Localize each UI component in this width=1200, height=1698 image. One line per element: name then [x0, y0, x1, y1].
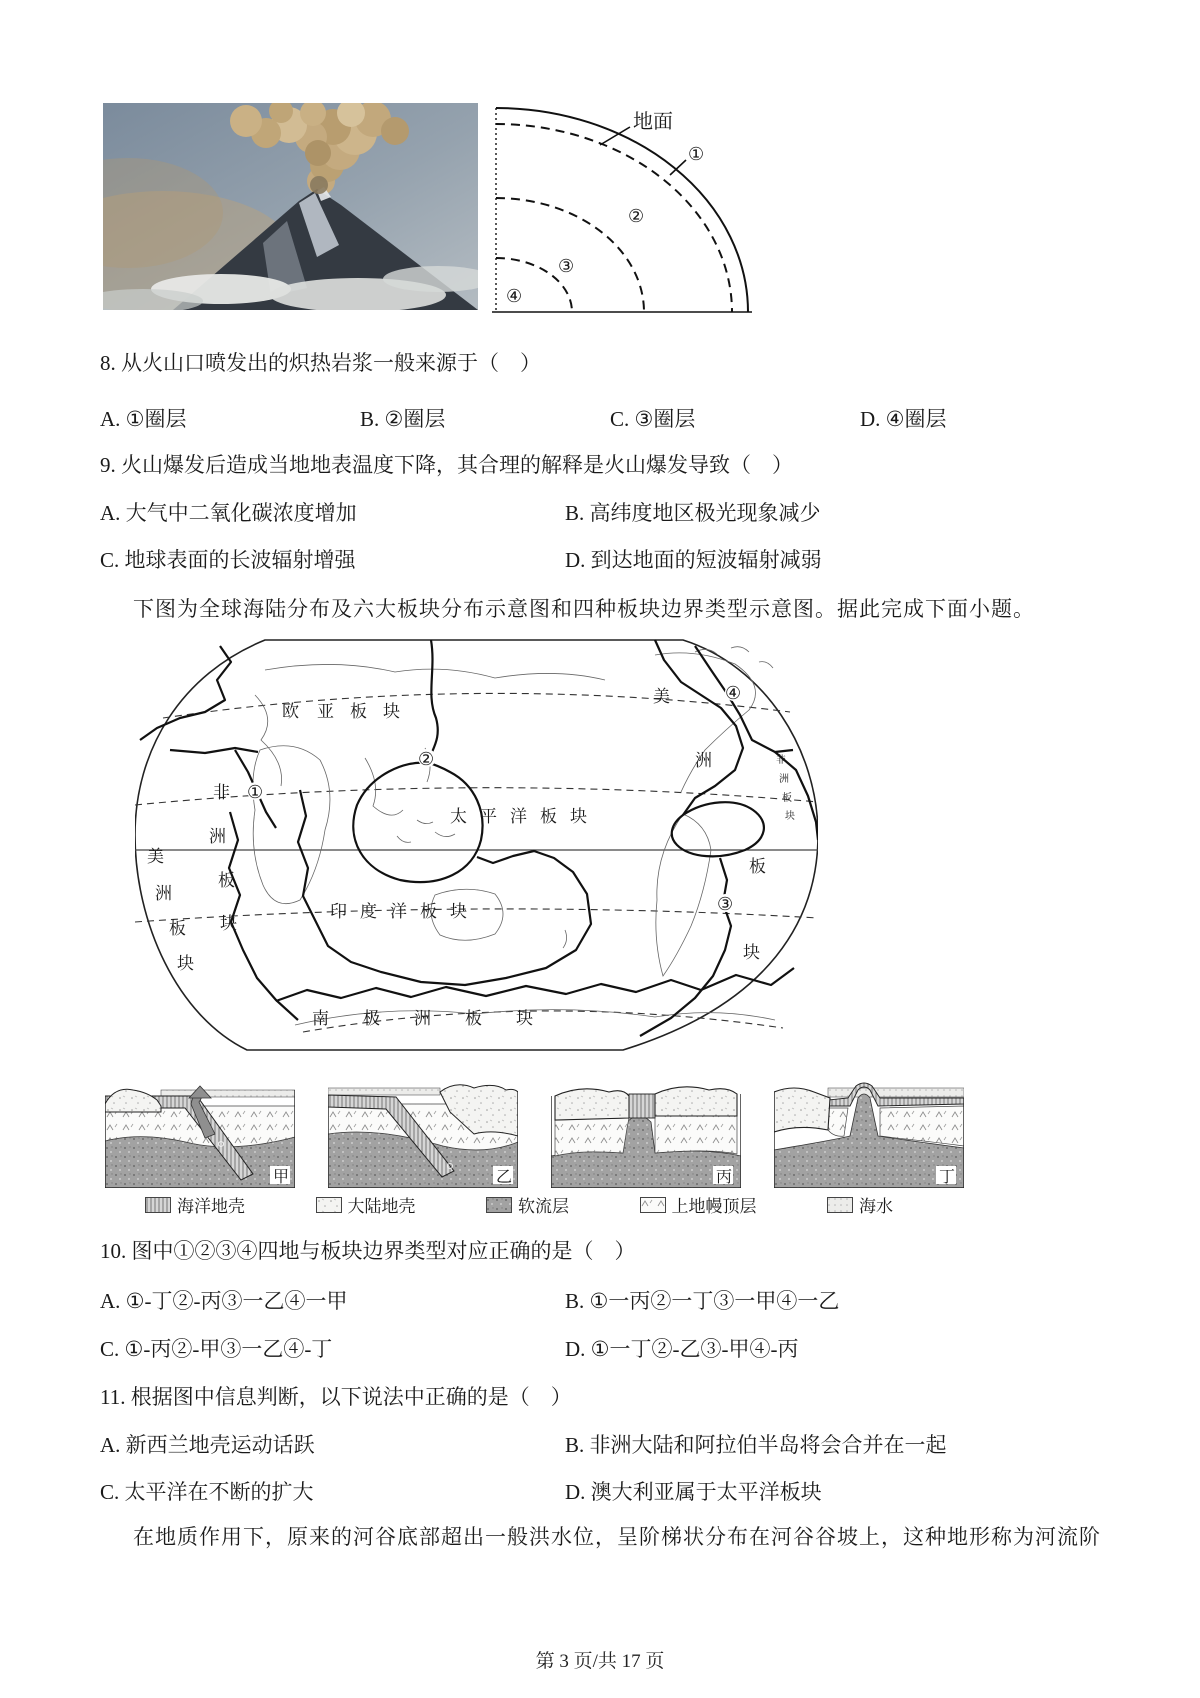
legend-swatch-asthenosphere: [486, 1197, 512, 1213]
map-marker-1: ①: [247, 782, 264, 802]
plate-label-african-small-1: 非: [776, 755, 786, 766]
legend-swatch-seawater: [827, 1197, 853, 1213]
layer-marker-2: ②: [628, 206, 645, 226]
plate-label-american-left-4: 块: [177, 954, 194, 973]
question-9-stem: 9. 火山爆发后造成当地地表温度下降，其合理的解释是火山爆发导致（ ）: [100, 453, 793, 477]
plate-label-pacific-2: 平: [480, 807, 497, 826]
plate-label-american-right-4: 块: [743, 943, 760, 962]
legend-item-oceanic-crust: [145, 1192, 245, 1217]
plate-label-eurasian-3: 板: [350, 702, 367, 721]
plate-label-african-1: 非: [213, 783, 230, 802]
plate-label-antarctic-1: 南: [312, 1009, 329, 1028]
question-8-option-d: D. ④圈层: [860, 407, 947, 431]
question-11-option-d: D. 澳大利亚属于太平洋板块: [565, 1480, 822, 1504]
cross-section-panels: [105, 1082, 964, 1188]
question-11-option-a: A. 新西兰地壳运动话跃: [100, 1433, 315, 1457]
layer-marker-4: ④: [506, 286, 523, 306]
legend-label: 上地幔顶层: [671, 1197, 757, 1216]
question-8-option-c: C. ③圈层: [610, 407, 696, 431]
question-11-stem: 11. 根据图中信息判断，以下说法中正确的是（ ）: [100, 1385, 572, 1409]
question-9-option-d: D. 到达地面的短波辐射减弱: [565, 548, 822, 572]
plate-boundaries: [140, 640, 818, 1036]
plate-label-eurasian-4: 块: [383, 702, 400, 721]
question-10-stem: 10. 图中①②③④四地与板块边界类型对应正确的是（ ）: [100, 1239, 636, 1263]
plate-label-eurasian-1: 欧: [282, 702, 299, 721]
legend-label: 大陆地壳: [347, 1197, 416, 1216]
plate-label-antarctic-3: 洲: [414, 1009, 431, 1028]
plate-label-pacific-4: 板: [540, 807, 557, 826]
legend-swatch-upper-mantle-top: [640, 1197, 666, 1213]
legend-label: 软流层: [518, 1197, 569, 1216]
question-10-option-a: A. ①-丁②-丙③一乙④一甲: [100, 1289, 348, 1313]
passage-river-terrace: 在地质作用下，原来的河谷底部超出一般洪水位，呈阶梯状分布在河谷谷坡上，这种地形称为河流阶: [133, 1525, 1101, 1549]
cross-section-yi: [328, 1082, 518, 1188]
plate-label-indian-2: 度: [360, 902, 377, 921]
question-8-option-a: A. ①圈层: [100, 407, 187, 431]
plate-label-african-3: 板: [218, 871, 235, 890]
plate-label-indian-4: 板: [420, 902, 437, 921]
question-11-option-b: B. 非洲大陆和阿拉伯半岛将会合并在一起: [565, 1433, 947, 1457]
volcano-photo: [103, 103, 478, 310]
plate-label-american-left-1: 美: [147, 847, 164, 866]
plate-label-african-2: 洲: [209, 827, 226, 846]
passage-intro-plates: 下图为全球海陆分布及六大板块分布示意图和四种板块边界类型示意图。据此完成下面小题。: [133, 597, 1035, 621]
legend-item-asthenosphere: [486, 1192, 569, 1217]
question-8-stem: 8. 从火山口喷发出的炽热岩浆一般来源于（ ）: [100, 351, 541, 375]
plate-label-american-left-2: 洲: [155, 884, 172, 903]
legend-swatch-continental-crust: [316, 1197, 342, 1213]
legend-item-upper-mantle-top: [640, 1192, 757, 1217]
legend-item-seawater: [827, 1192, 893, 1217]
cross-section-jia: [105, 1082, 295, 1188]
earth-layers-diagram: [490, 100, 762, 318]
plate-map: [135, 600, 818, 1055]
panel-label-yi: 乙: [496, 1169, 513, 1186]
latitude-lines: [135, 693, 818, 1032]
cross-section-bing: [551, 1082, 741, 1188]
panel-label-ding: 丁: [939, 1169, 956, 1186]
page-number: 第 3 页/共 17 页: [535, 1651, 665, 1672]
plate-label-eurasian-2: 亚: [317, 702, 334, 721]
plate-label-pacific-5: 块: [570, 807, 587, 826]
plate-label-antarctic-2: 极: [363, 1009, 380, 1028]
map-marker-4: ④: [725, 683, 742, 703]
plate-label-african-small-4: 块: [785, 811, 795, 822]
plate-label-indian-1: 印: [330, 902, 347, 921]
plate-label-african-small-3: 板: [782, 793, 792, 804]
plate-label-indian-5: 块: [450, 902, 467, 921]
question-9-option-c: C. 地球表面的长波辐射增强: [100, 548, 356, 572]
plate-label-antarctic-5: 块: [516, 1009, 533, 1028]
plate-label-antarctic-4: 板: [465, 1009, 482, 1028]
question-8-option-b: B. ②圈层: [360, 407, 446, 431]
plate-label-american-left-3: 板: [169, 919, 186, 938]
map-marker-2: ②: [418, 749, 435, 769]
plate-label-pacific-3: 洋: [510, 807, 527, 826]
legend-label: 海洋地壳: [177, 1197, 245, 1216]
cross-section-legend: [145, 1192, 893, 1217]
layer-marker-3: ③: [558, 256, 575, 276]
question-10-option-b: B. ①一丙②一丁③一甲④一乙: [565, 1289, 840, 1313]
question-9-option-a: A. 大气中二氧化碳浓度增加: [100, 501, 357, 525]
map-marker-3: ③: [717, 894, 734, 914]
plate-label-pacific-1: 太: [450, 807, 467, 826]
plate-label-african-small-2: 洲: [779, 774, 789, 785]
panel-label-bing: 丙: [716, 1169, 733, 1186]
plate-label-american-right-2: 洲: [695, 751, 712, 770]
plate-label-american-right-3: 板: [749, 857, 766, 876]
ground-label: 地面: [633, 111, 673, 133]
question-10-option-d: D. ①一丁②-乙③-甲④-丙: [565, 1337, 799, 1361]
layer-marker-1: ①: [688, 144, 705, 164]
question-11-option-c: C. 太平洋在不断的扩大: [100, 1480, 314, 1504]
plate-label-african-4: 块: [220, 914, 237, 933]
cross-section-ding: [774, 1082, 964, 1188]
question-9-option-b: B. 高纬度地区极光现象减少: [565, 501, 821, 525]
panel-label-jia: 甲: [273, 1169, 290, 1186]
plate-label-american-right-1: 美: [653, 687, 670, 706]
legend-item-continental-crust: [316, 1192, 416, 1217]
legend-label: 海水: [859, 1197, 893, 1216]
question-10-option-c: C. ①-丙②-甲③一乙④-丁: [100, 1337, 333, 1361]
legend-swatch-oceanic-crust: [145, 1197, 171, 1213]
plate-label-indian-3: 洋: [390, 902, 407, 921]
